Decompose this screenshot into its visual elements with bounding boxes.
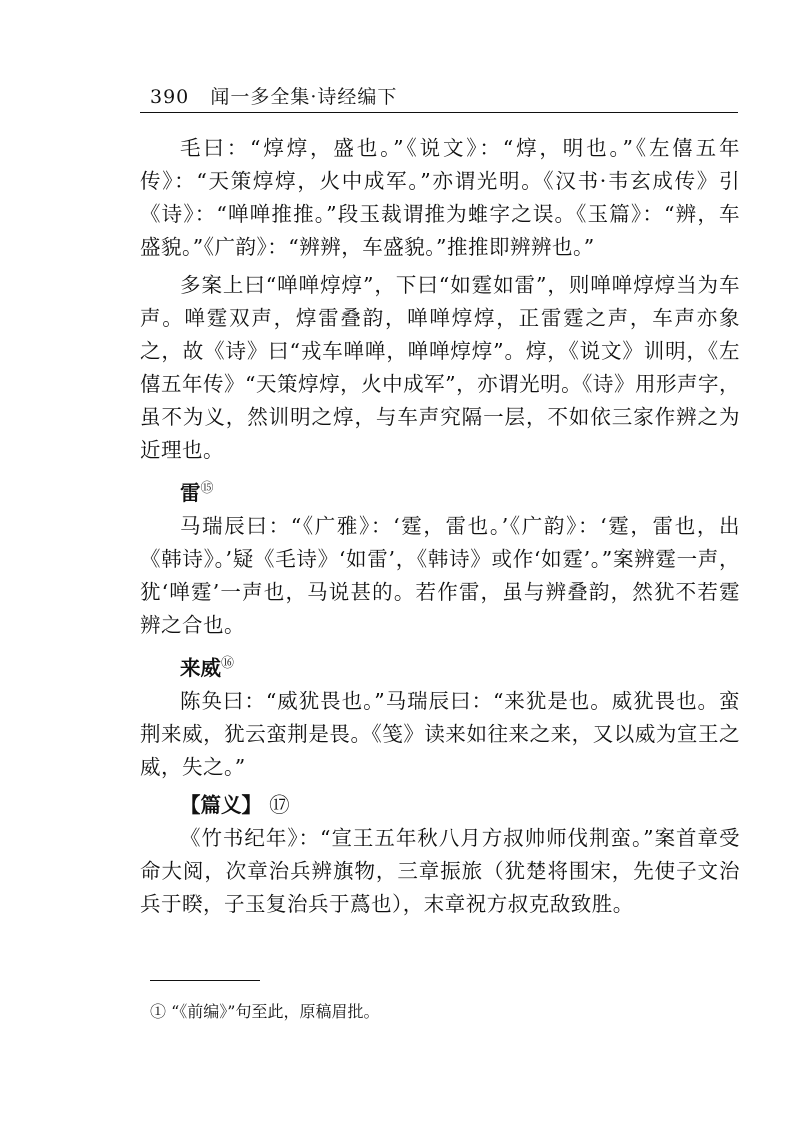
heading-lei-text: 雷: [180, 480, 201, 505]
note-marker-15: ⑮: [200, 481, 214, 496]
heading-pianyi: [180, 789, 740, 822]
note-marker-17: ⑰: [269, 792, 290, 817]
heading-laiwei: [180, 647, 740, 685]
paragraph-author-note: 多案上曰“啴啴焞焞”，下曰“如霆如雷”，则啴啴焞焞当为车声。啴霆双声，焞雷叠韵，啴啴焞焞，正雷霆之声，车声亦象之，故《诗》曰“戎车啴啴，啴啴焞焞”。焞，《说文》训明，《左僖五年传》“天策焞焞，火中成军”，亦谓光明。《诗》用形声字，虽不为义，然训明之焞，与车声究隔一层，不如依三家作辨之为近理也。: [140, 273, 740, 462]
running-title: 闻一多全集·诗经编下: [210, 86, 398, 108]
heading-laiwei-text: 来威: [180, 655, 221, 680]
main-text: [140, 132, 740, 921]
running-header: [150, 82, 730, 109]
note-marker-16: ⑯: [221, 655, 235, 671]
paragraph-chen-huan: 陈奂曰：“威犹畏也。”马瑞辰曰：“来犹是也。威犹畏也。蛮荆来威，犹云蛮荆是畏。《笺》读来如往来之来，又以威为宣王之威，失之。”: [140, 688, 740, 779]
heading-pianyi-text: 【篇义】: [180, 792, 262, 817]
footnote-rule: [150, 980, 260, 981]
paragraph-ma-ruichen: 马瑞辰曰：“《广雅》：‘霆，雷也。’《广韵》：‘霆，雷也，出《韩诗》。’疑《毛诗》‘如雷’，《韩诗》或作‘如霆’。”案辨霆一声，犹‘啴霆’一声也，马说甚的。若作雷，虽与辨叠韵，然犹不若霆辨之合也。: [140, 513, 740, 637]
page-number: 390: [150, 86, 190, 108]
footnote: ① “《前编》”句至此，原稿眉批。: [150, 1002, 380, 1021]
paragraph-zhushu-jinian: 《竹书纪年》：“宣王五年秋八月方叔帅师伐荆蛮。”案首章受命大阅，次章治兵辨旗物，三章振旅（犹楚将围宋，先使子文治兵于睽，子玉复治兵于蔿也），末章祝方叔克敌致胜。: [140, 825, 740, 916]
header-rule: [140, 112, 738, 113]
heading-lei: [180, 472, 740, 510]
paragraph-mao-commentary: 毛曰：“焞焞，盛也。”《说文》：“焞，明也。”《左僖五年传》：“天策焞焞，火中成军。”亦谓光明。《汉书·韦玄成传》引《诗》：“啴啴推推。”段玉裁谓推为蜼字之误。《玉篇》：“辨，车盛貌。”《广韵》：“辨辨，车盛貌。”推推即辨辨也。”: [140, 136, 740, 259]
